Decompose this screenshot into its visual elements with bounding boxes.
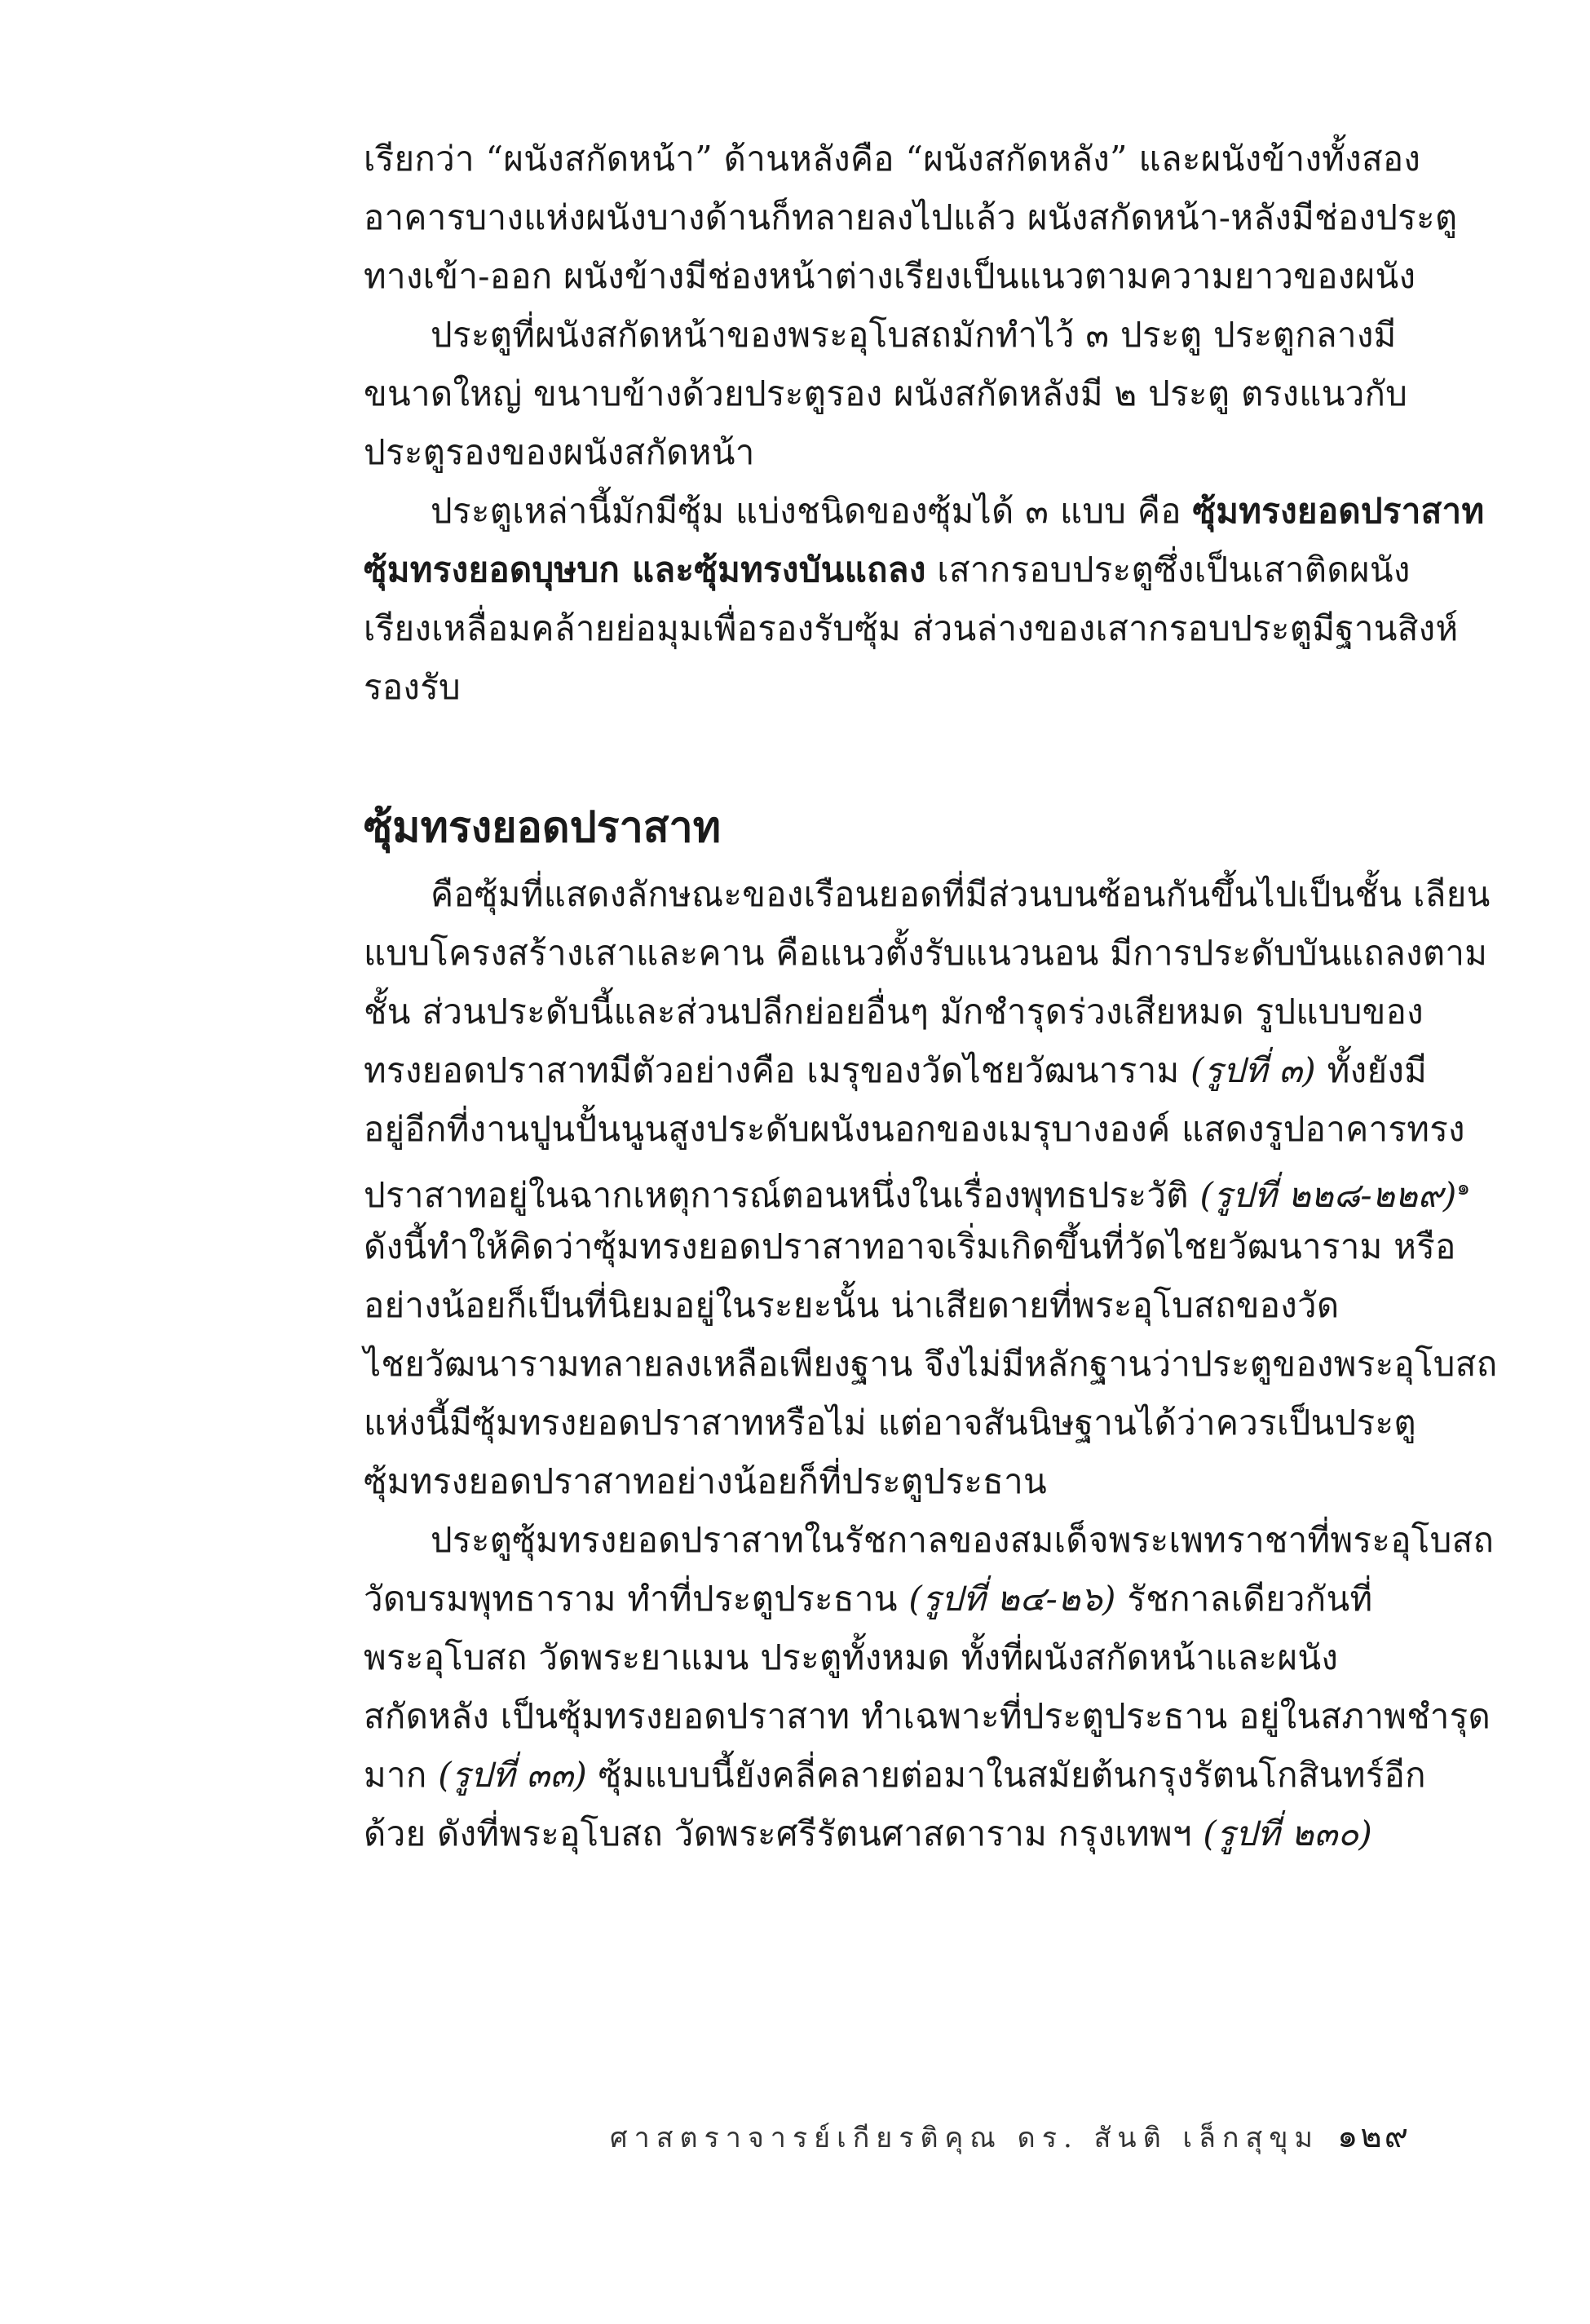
paragraph-4-line-3: ชั้น ส่วนประดับนี้และส่วนปลีกย่อยอื่นๆ มักชำรุดร่วงเสียหมด รูปแบบของ: [364, 992, 1424, 1032]
paragraph-5-line-3: พระอุโบสถ วัดพระยาแมน ประตูทั้งหมด ทั้งที่ผนังสกัดหน้าและผนัง: [364, 1637, 1339, 1677]
paragraph-5-line-5: [364, 1751, 1464, 1800]
paragraph-1-line-2: อาคารบางแห่งผนังบางด้านก็ทลายลงไปแล้ว ผนังสกัดหน้า-หลังมีช่องประตู: [364, 197, 1458, 237]
paragraph-4-line-10: แห่งนี้มีซุ้มทรงยอดปราสาทหรือไม่ แต่อาจสันนิษฐานได้ว่าควรเป็นประตู: [364, 1403, 1416, 1443]
paragraph-5-line-6: [364, 1809, 1464, 1858]
paragraph-3-line-3: เรียงเหลื่อมคล้ายย่อมุมเพื่อรองรับซุ้ม ส่วนล่างของเสากรอบประตูมีฐานสิงห์: [364, 608, 1459, 648]
body-text: ปราสาทอยู่ในฉากเหตุการณ์ตอนหนึ่งในเรื่องพุทธประวัติ: [364, 1175, 1200, 1215]
paragraph-1-line-1: เรียกว่า “ผนังสกัดหน้า” ด้านหลังคือ “ผนังสกัดหลัง” และผนังข้างทั้งสอง: [364, 139, 1421, 179]
paragraph-1-line-3: ทางเข้า-ออก ผนังข้างมีช่องหน้าต่างเรียงเป็นแนวตามความยาวของผนัง: [364, 256, 1416, 296]
body-text: ด้วย ดังที่พระอุโบสถ วัดพระศรีรัตนศาสดาราม กรุงเทพฯ: [364, 1814, 1204, 1853]
paragraph-4-line-4: [364, 1046, 1464, 1095]
paragraph-3-text: ประตูเหล่านี้มักมีซุ้ม แบ่งชนิดของซุ้มได้ ๓ แบบ คือ: [431, 491, 1193, 531]
page-footer: [610, 2116, 1411, 2158]
page-number: ๑๒๙: [1336, 2118, 1411, 2155]
paragraph-5-line-4: สกัดหลัง เป็นซุ้มทรงยอดปราสาท ทำเฉพาะที่ประตูประธาน อยู่ในสภาพชำรุด: [364, 1696, 1491, 1736]
figure-reference: (รูปที่ ๒๓๐): [1203, 1814, 1373, 1853]
paragraph-2-line-1: ประตูที่ผนังสกัดหน้าของพระอุโบสถมักทำไว้ ๓ ประตู ประตูกลางมี: [431, 315, 1397, 355]
figure-reference: (รูปที่ ๒๔-๒๖): [908, 1579, 1116, 1619]
body-text: ทรงยอดปราสาทมีตัวอย่างคือ เมรุของวัดไชยวัฒนาราม: [364, 1050, 1191, 1090]
body-text: วัดบรมพุทธาราม ทำที่ประตูประธาน: [364, 1579, 909, 1619]
footnote-marker[interactable]: ๑: [1456, 1176, 1471, 1200]
paragraph-4-line-9: ไชยวัฒนารามทลายลงเหลือเพียงฐาน จึงไม่มีหลักฐานว่าประตูของพระอุโบสถ: [364, 1344, 1498, 1384]
paragraph-4-line-2: แบบโครงสร้างเสาและคาน คือแนวตั้งรับแนวนอน มีการประดับบันแถลงตาม: [364, 933, 1488, 973]
paragraph-3-line-1: [431, 487, 1531, 536]
body-text: ทั้งยังมี: [1316, 1050, 1428, 1090]
section-heading: ซุ้มทรงยอดปราสาท: [364, 802, 721, 852]
paragraph-4-line-6: [364, 1164, 1471, 1220]
footer-author: ศาสตราจารย์เกียรติคุณ ดร. สันติ เล็กสุขุม: [610, 2122, 1319, 2154]
body-text: รัชกาลเดียวกันที่: [1115, 1579, 1373, 1619]
paragraph-4-line-11: ซุ้มทรงยอดปราสาทอย่างน้อยก็ที่ประตูประธาน: [364, 1461, 1048, 1501]
paragraph-4-line-7: ดังนี้ทำให้คิดว่าซุ้มทรงยอดปราสาทอาจเริ่มเกิดขึ้นที่วัดไชยวัฒนาราม หรือ: [364, 1226, 1456, 1266]
paragraph-4-line-5: อยู่อีกที่งานปูนปั้นนูนสูงประดับผนังนอกของเมรุบางองค์ แสดงรูปอาคารทรง: [364, 1109, 1465, 1149]
paragraph-3-line-2: [364, 546, 1464, 594]
paragraph-2-line-3: ประตูรองของผนังสกัดหน้า: [364, 432, 755, 472]
figure-reference: (รูปที่ ๒๒๘-๒๒๙): [1199, 1175, 1457, 1215]
paragraph-2-line-2: ขนาดใหญ่ ขนาบข้างด้วยประตูรอง ผนังสกัดหลังมี ๒ ประตู ตรงแนวกับ: [364, 373, 1408, 413]
figure-reference: (รูปที่ ๓): [1190, 1050, 1316, 1090]
body-text: มาก: [364, 1755, 439, 1795]
paragraph-5-line-1: ประตูซุ้มทรงยอดปราสาทในรัชกาลของสมเด็จพระเพทราชาที่พระอุโบสถ: [431, 1520, 1495, 1560]
paragraph-3-bold-terms: ซุ้มทรงยอดบุษบก และซุ้มทรงบันแถลง: [364, 550, 926, 590]
paragraph-5-line-2: [364, 1575, 1464, 1624]
paragraph-3-text: เสากรอบประตูซึ่งเป็นเสาติดผนัง: [925, 550, 1411, 590]
paragraph-3-bold-term: ซุ้มทรงยอดปราสาท: [1192, 491, 1485, 531]
figure-reference: (รูปที่ ๓๓): [438, 1755, 588, 1795]
paragraph-3-line-4: รองรับ: [364, 667, 462, 707]
body-text: ซุ้มแบบนี้ยังคลี่คลายต่อมาในสมัยต้นกรุงรัตนโกสินทร์อีก: [587, 1755, 1426, 1795]
paragraph-4-line-1: คือซุ้มที่แสดงลักษณะของเรือนยอดที่มีส่วนบนซ้อนกันขึ้นไปเป็นชั้น เลียน: [431, 874, 1491, 914]
paragraph-4-line-8: อย่างน้อยก็เป็นที่นิยมอยู่ในระยะนั้น น่าเสียดายที่พระอุโบสถของวัด: [364, 1285, 1340, 1325]
